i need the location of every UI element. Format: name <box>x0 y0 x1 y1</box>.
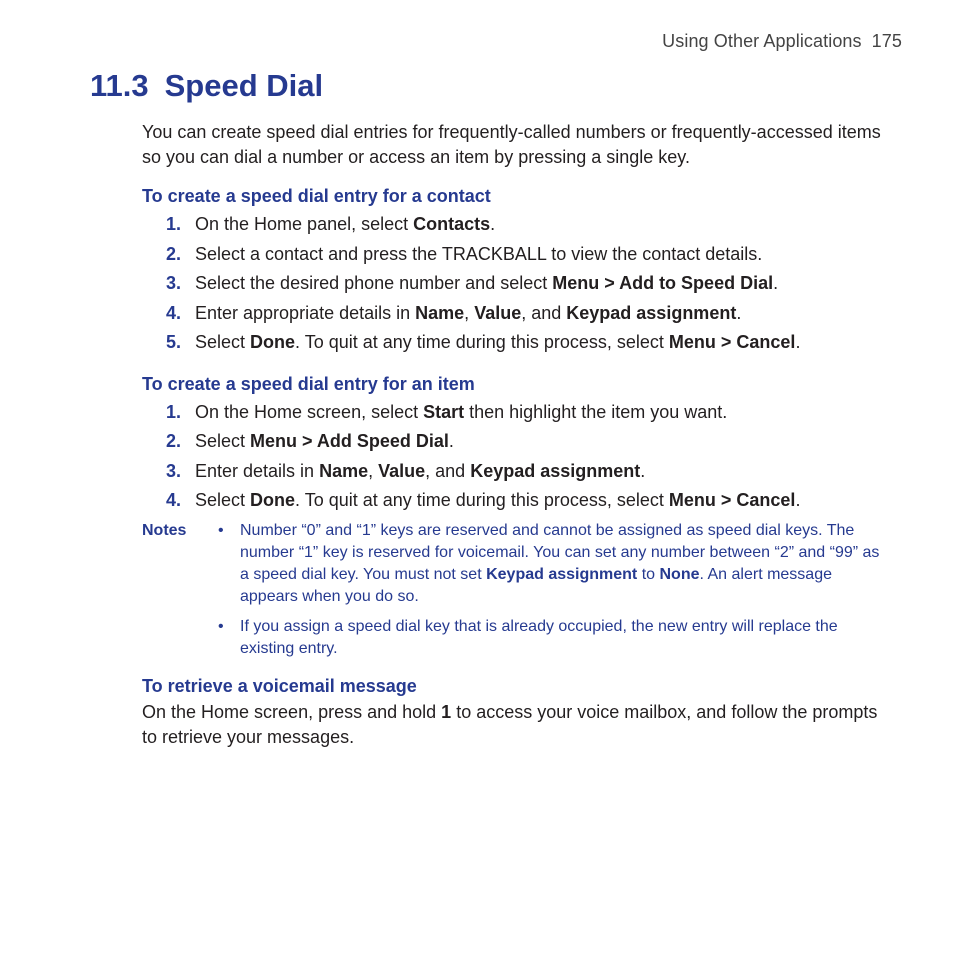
page-content <box>142 120 887 750</box>
step-text: . <box>640 460 646 481</box>
list-item <box>142 457 887 487</box>
step-text: Select a contact and press the TRACKBALL to view the contact details. <box>195 243 763 264</box>
step-bold: Menu > Cancel <box>668 332 796 352</box>
step-number: 2. <box>166 431 182 451</box>
step-text: Select <box>195 431 251 451</box>
paragraph-text: to access your voice mailbox, and follow the prompts to retrieve your messages. <box>142 701 878 747</box>
step-text: Select <box>195 332 251 352</box>
step-bold: Done <box>250 490 296 510</box>
step-text: . <box>773 273 779 293</box>
note-item <box>218 520 887 608</box>
step-bold: Value <box>378 460 426 481</box>
list-item <box>142 240 887 270</box>
step-bold: Done <box>250 332 296 352</box>
list-item <box>142 427 887 457</box>
voicemail-heading: To retrieve a voicemail message <box>142 675 417 696</box>
list-item <box>142 486 887 516</box>
note-text: to <box>637 565 660 583</box>
bullet-icon: • <box>218 617 224 635</box>
bullet-icon: • <box>218 521 224 539</box>
page-number: 175 <box>871 31 902 51</box>
step-text: On the Home screen, select <box>195 401 424 422</box>
step-text: . To quit at any time during this process, select <box>295 332 669 352</box>
paragraph-text: On the Home screen, press and hold <box>142 701 442 722</box>
step-text: . <box>795 490 801 510</box>
step-text: , <box>368 460 379 481</box>
step-number: 1. <box>166 401 182 422</box>
item-procedure-heading: To create a speed dial entry for an item <box>142 373 475 394</box>
item-steps-list <box>142 398 887 516</box>
step-number: 4. <box>166 490 182 510</box>
notes-list <box>142 520 887 660</box>
step-text: then highlight the item you want. <box>464 401 728 422</box>
note-text: If you assign a speed dial key that is already occupied, the new entry will replace the existing entry. <box>240 617 838 657</box>
step-text: . <box>795 332 801 352</box>
list-item <box>142 210 887 240</box>
paragraph-bold: 1 <box>441 701 452 722</box>
section-title <box>90 68 323 104</box>
step-bold: Start <box>423 401 465 422</box>
page-header <box>662 31 902 52</box>
step-bold: Value <box>474 302 522 323</box>
step-text: Select the desired phone number and select <box>195 273 553 293</box>
step-text: . <box>736 302 742 323</box>
step-number: 2. <box>166 243 182 264</box>
step-bold: Keypad assignment <box>470 460 641 481</box>
step-number: 4. <box>166 302 182 323</box>
step-bold: Name <box>319 460 369 481</box>
running-header-section: Using Other Applications <box>662 31 862 51</box>
voicemail-paragraph <box>142 700 887 750</box>
contact-steps-list <box>142 210 887 358</box>
list-item <box>142 269 887 299</box>
section-title-text: Speed Dial <box>164 68 324 103</box>
note-bold: None <box>659 565 700 583</box>
step-number: 3. <box>166 273 182 293</box>
step-text: . To quit at any time during this process, select <box>295 490 669 510</box>
list-item <box>142 398 887 428</box>
step-bold: Keypad assignment <box>566 302 737 323</box>
step-bold: Menu > Cancel <box>668 490 796 510</box>
step-text: , <box>464 302 475 323</box>
section-number: 11.3 <box>90 68 149 103</box>
step-text: , and <box>521 302 567 323</box>
step-text: Enter details in <box>195 460 320 481</box>
step-number: 3. <box>166 460 182 481</box>
list-item <box>142 328 887 358</box>
contact-procedure-heading: To create a speed dial entry for a contact <box>142 186 491 206</box>
step-bold: Menu > Add Speed Dial <box>250 431 449 451</box>
notes-block <box>142 520 887 660</box>
step-text: Select <box>195 490 251 510</box>
step-number: 1. <box>166 214 182 234</box>
step-text: . <box>448 431 454 451</box>
step-text: . <box>490 214 496 234</box>
step-text: Enter appropriate details in <box>195 302 416 323</box>
step-text: On the Home panel, select <box>195 214 414 234</box>
step-bold: Name <box>415 302 465 323</box>
note-bold: Keypad assignment <box>486 565 638 583</box>
step-text: , and <box>425 460 471 481</box>
note-item <box>218 616 887 660</box>
step-bold: Menu > Add to Speed Dial <box>552 273 774 293</box>
intro-paragraph: You can create speed dial entries for frequently-called numbers or frequently-accessed items so you can dial a number or access an item by pressing a single key. <box>142 122 881 167</box>
step-number: 5. <box>166 332 182 352</box>
step-bold: Contacts <box>413 214 491 234</box>
note-text: Number “0” and “1” keys are reserved and cannot be assigned as speed dial keys. The number “1” key is reserved for voicemail. You can set any number between “2” and “99” as a speed dial key. You must not set <box>240 521 880 583</box>
note-text: . An alert message appears when you do so. <box>240 565 832 605</box>
list-item <box>142 299 887 329</box>
notes-label: Notes <box>142 521 187 539</box>
